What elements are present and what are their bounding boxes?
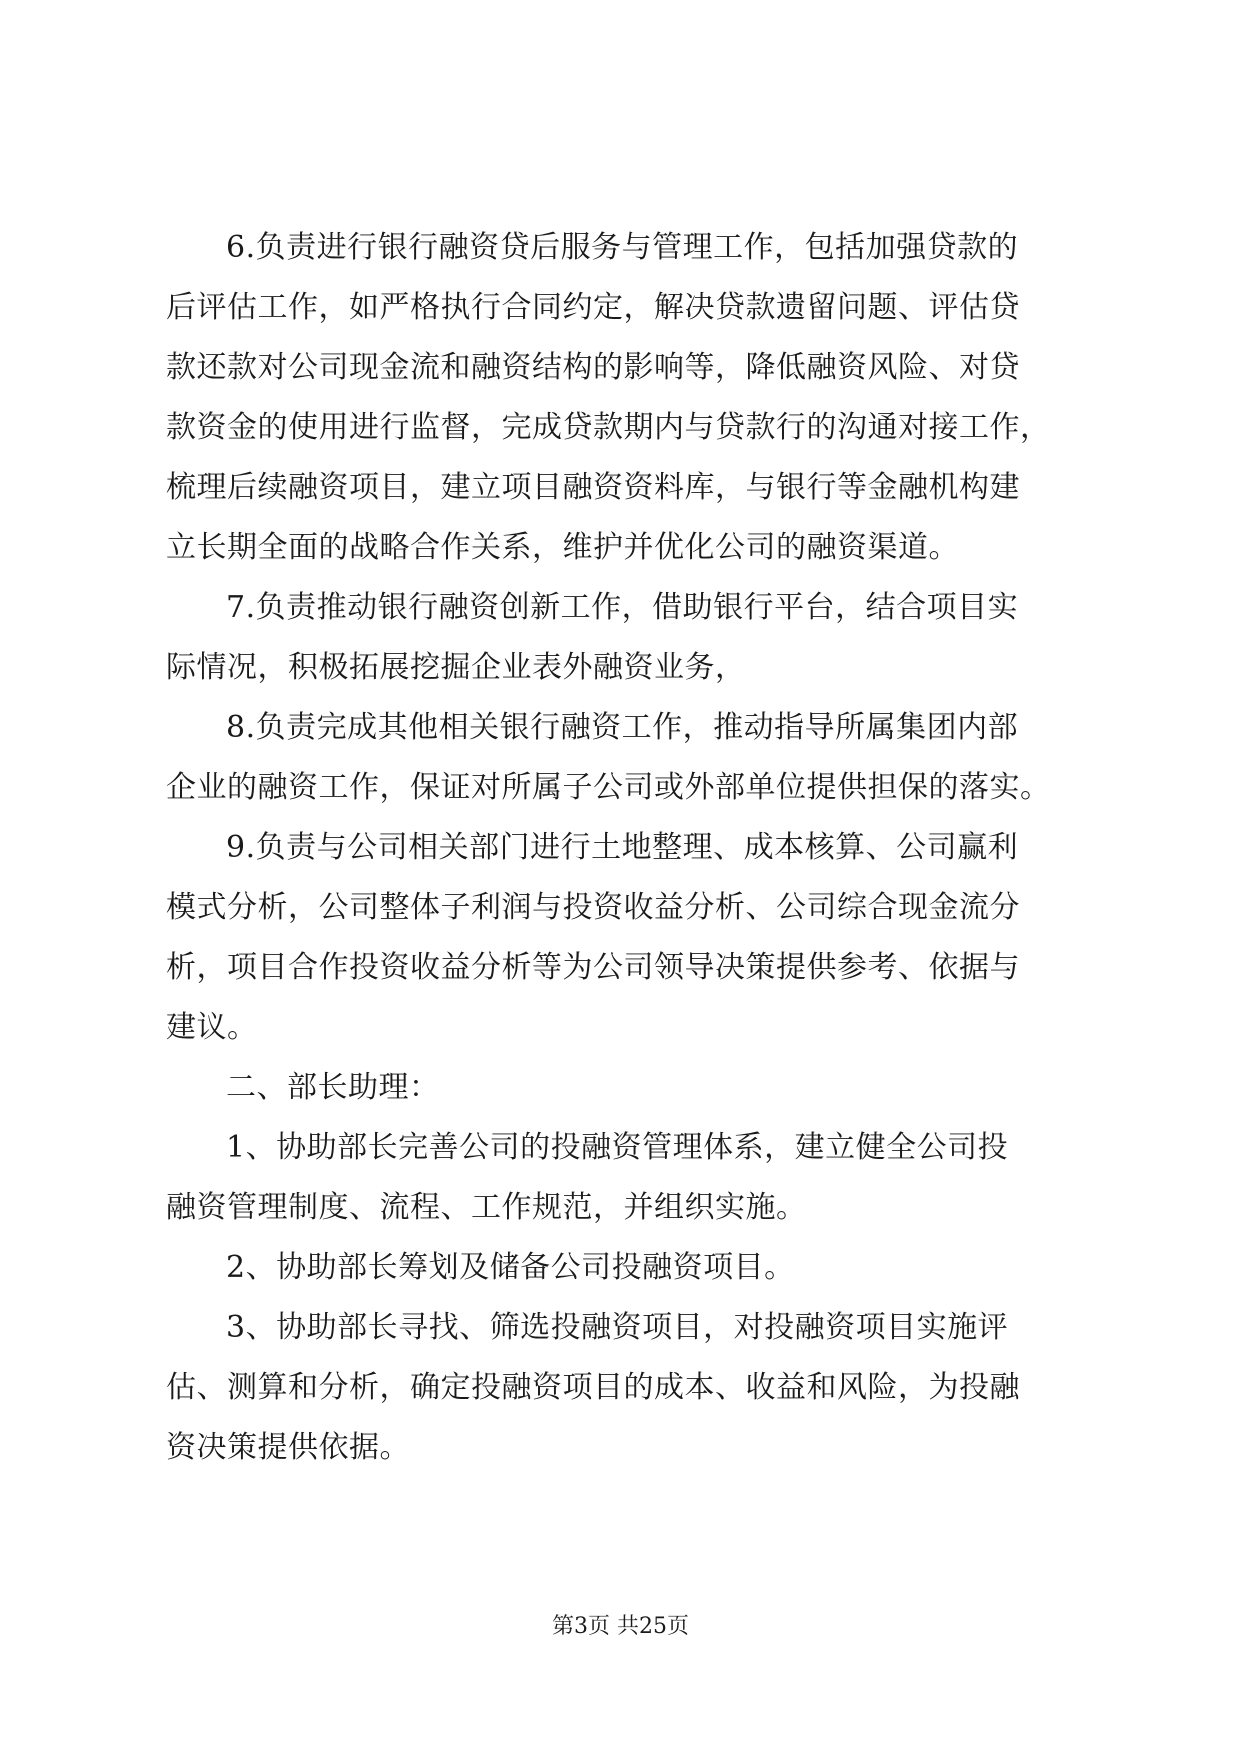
paragraph-line: 资决策提供依据。 bbox=[166, 1430, 410, 1465]
paragraph-line: 融资管理制度、流程、工作规范，并组织实施。 bbox=[166, 1190, 807, 1225]
paragraph-line: 梳理后续融资项目，建立项目融资资料库，与银行等金融机构建 bbox=[166, 470, 1020, 505]
paragraph-line: 析，项目合作投资收益分析等为公司领导决策提供参考、依据与 bbox=[166, 950, 1020, 985]
paragraph-line: 3、协助部长寻找、筛选投融资项目，对投融资项目实施评 bbox=[226, 1310, 1009, 1345]
paragraph-line: 7.负责推动银行融资创新工作，借助银行平台，结合项目实 bbox=[226, 590, 1019, 625]
page-number-footer: 第3页 共25页 bbox=[552, 1614, 689, 1639]
paragraph-line: 6.负责进行银行融资贷后服务与管理工作，包括加强贷款的 bbox=[226, 230, 1019, 265]
paragraph-line: 8.负责完成其他相关银行融资工作，推动指导所属集团内部 bbox=[226, 710, 1019, 745]
paragraph-line: 立长期全面的战略合作关系，维护并优化公司的融资渠道。 bbox=[166, 530, 959, 565]
section-heading: 二、部长助理： bbox=[226, 1070, 440, 1105]
paragraph-line: 企业的融资工作，保证对所属子公司或外部单位提供担保的落实。 bbox=[166, 770, 1051, 805]
paragraph-line: 1、协助部长完善公司的投融资管理体系，建立健全公司投 bbox=[226, 1130, 1009, 1165]
paragraph-line: 估、测算和分析，确定投融资项目的成本、收益和风险，为投融 bbox=[166, 1370, 1020, 1405]
paragraph-line: 2、协助部长筹划及储备公司投融资项目。 bbox=[226, 1250, 795, 1285]
paragraph-line: 款还款对公司现金流和融资结构的影响等，降低融资风险、对贷 bbox=[166, 350, 1020, 385]
paragraph-line: 模式分析，公司整体子利润与投资收益分析、公司综合现金流分 bbox=[166, 890, 1020, 925]
paragraph-line: 9.负责与公司相关部门进行土地整理、成本核算、公司赢利 bbox=[226, 830, 1019, 865]
paragraph-line: 际情况，积极拓展挖掘企业表外融资业务， bbox=[166, 650, 746, 685]
paragraph-line: 后评估工作，如严格执行合同约定，解决贷款遗留问题、评估贷 bbox=[166, 290, 1020, 325]
paragraph-line: 建议。 bbox=[166, 1010, 258, 1045]
paragraph-line: 款资金的使用进行监督，完成贷款期内与贷款行的沟通对接工作， bbox=[166, 410, 1051, 445]
